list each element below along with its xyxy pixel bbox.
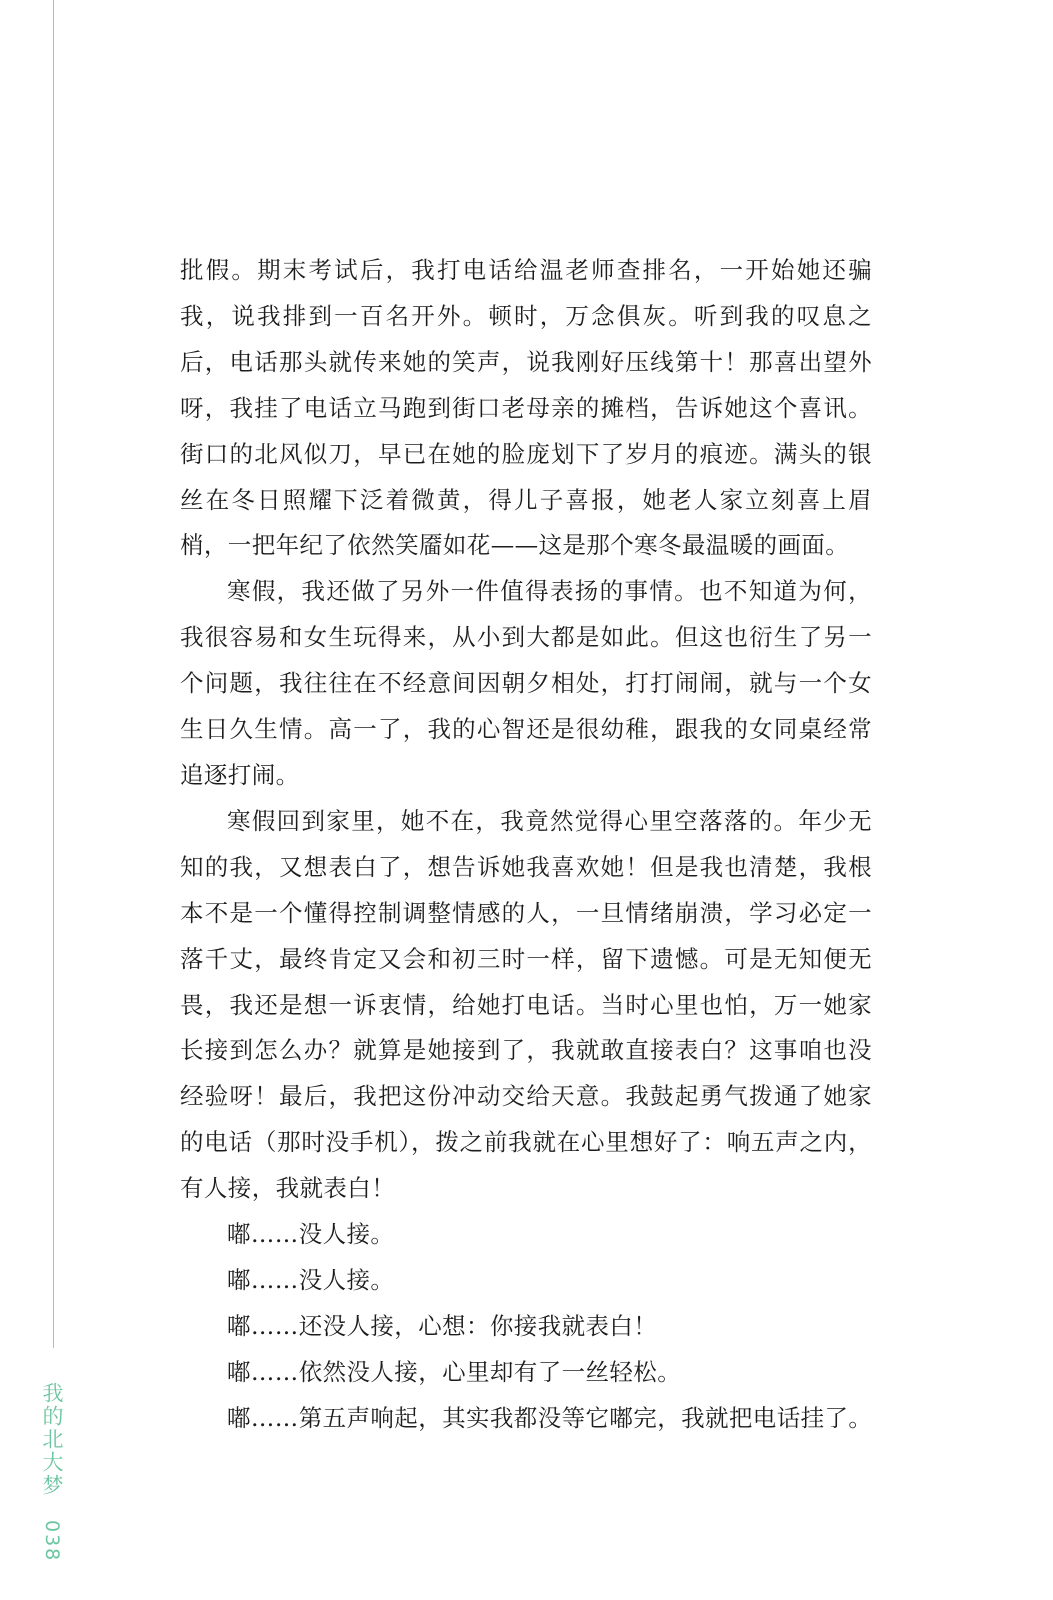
ring-line-4: 嘟……依然没人接，心里却有了一丝轻松。: [227, 1357, 682, 1386]
paragraph-2: 寒假，我还做了另外一件值得表扬的事情。也不知道为何，我很容易和女生玩得来，从小到大都是如此。但这也衍生了另一个问题，我往往在不经意间因朝夕相处，打打闹闹，就与一个女生日久生情。高一了，我的心智还是很幼稚，跟我的女同桌经常追逐打闹。: [180, 577, 872, 789]
ring-line-2: 嘟……没人接。: [227, 1265, 395, 1294]
paragraph-1: 批假。期末考试后，我打电话给温老师查排名，一开始她还骗我，说我排到一百名开外。顿时，万念俱灰。听到我的叹息之后，电话那头就传来她的笑声，说我刚好压线第十！那喜出望外呀，我挂了电话立马跑到街口老母亲的摊档，告诉她这个喜讯。街口的北风似刀，早已在她的脸庞划下了岁月的痕迹。满头的银丝在冬日照耀下泛着微黄，得儿子喜报，她老人家立刻喜上眉梢，一把年纪了依然笑靥如花——这是那个寒冬最温暖的画面。: [180, 256, 872, 560]
ring-line-1: 嘟……没人接。: [227, 1220, 395, 1249]
ring-line-5: 嘟……第五声响起，其实我都没等它嘟完，我就把电话挂了。: [227, 1403, 873, 1432]
page-number: 038: [41, 1519, 63, 1562]
margin-rule: [53, 0, 54, 1348]
paragraph-3: 寒假回到家里，她不在，我竟然觉得心里空落落的。年少无知的我，又想表白了，想告诉她我喜欢她！但是我也清楚，我根本不是一个懂得控制调整情感的人，一旦情绪崩溃，学习必定一落千丈，最终肯定又会和初三时一样，留下遗憾。可是无知便无畏，我还是想一诉衷情，给她打电话。当时心里也怕，万一她家长接到怎么办？就算是她接到了，我就敢直接表白？这事咱也没经验呀！最后，我把这份冲动交给天意。我鼓起勇气拨通了她家的电话（那时没手机），拨之前我就在心里想好了：响五声之内，有人接，我就表白！: [180, 806, 872, 1203]
book-title: 我的北大梦: [40, 1382, 64, 1497]
running-footer: [38, 1382, 66, 1562]
ring-line-3: 嘟……还没人接，心想：你接我就表白！: [227, 1311, 658, 1340]
page-body: [180, 248, 872, 1442]
